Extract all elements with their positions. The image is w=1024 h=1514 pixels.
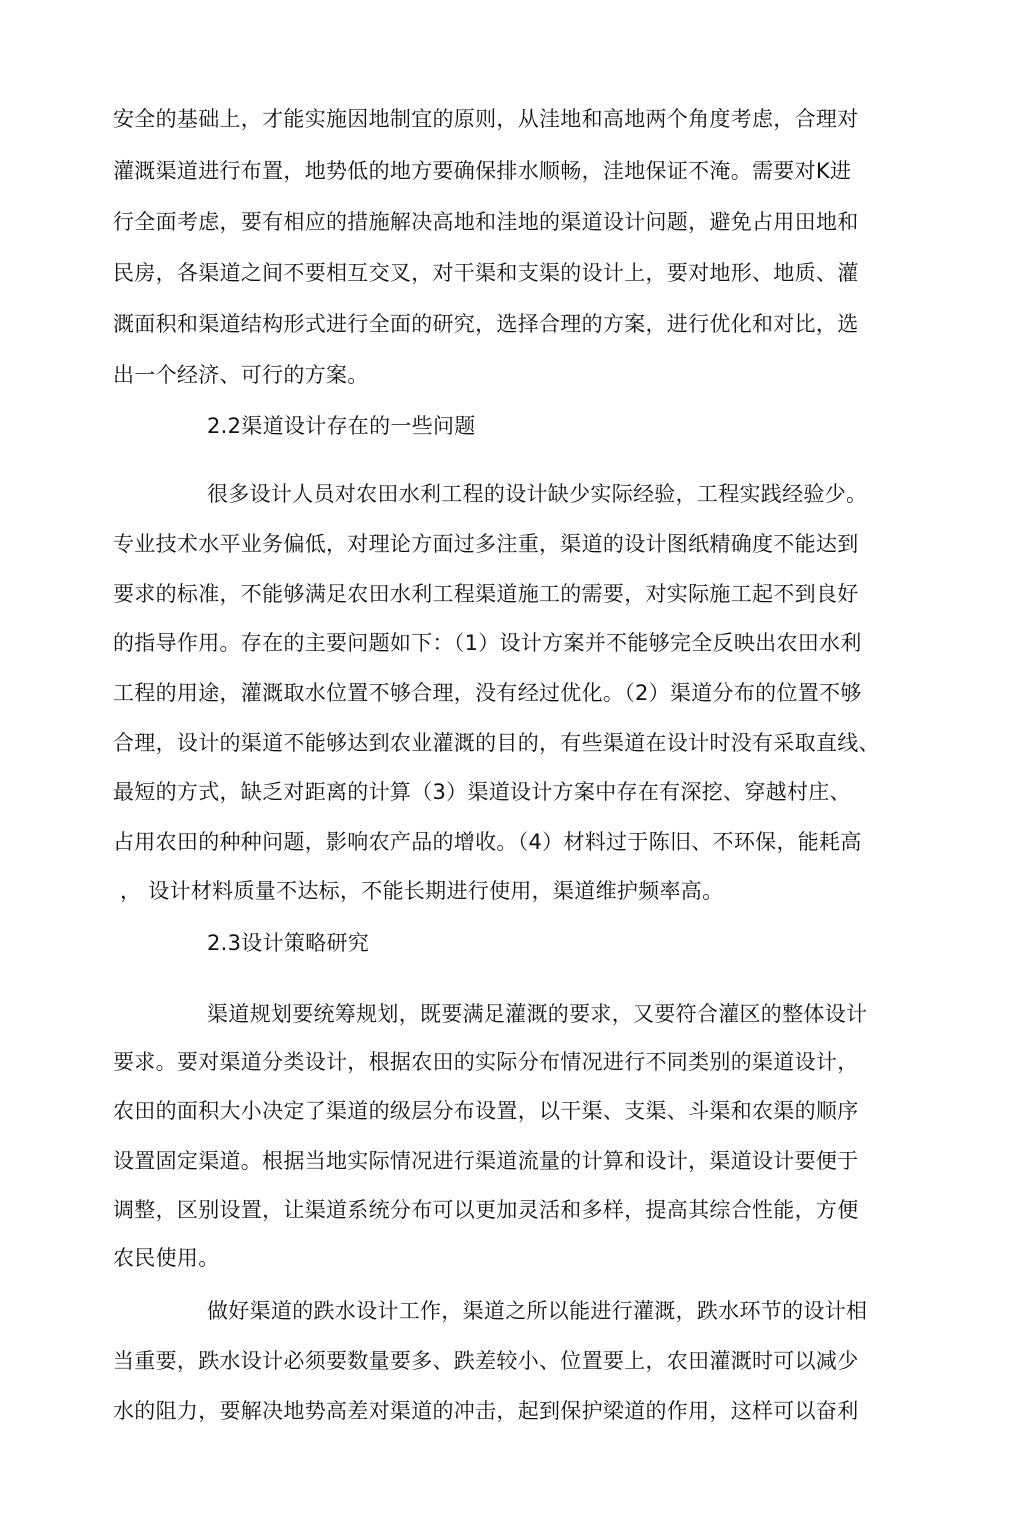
text-line: 设置固定渠道。根据当地实际情况进行渠道流量的计算和设计，渠道设计要便于: [113, 1149, 859, 1173]
text-line: 调整，区别设置，让渠道系统分布可以更加灵活和多样，提高其综合性能，方便: [113, 1198, 859, 1222]
text-line: 最短的方式，缺乏对距离的计算（3）渠道设计方案中存在有深挖、穿越村庄、: [113, 780, 851, 804]
text-line: 工程的用途，灌溉取水位置不够合理，没有经过优化。（2）渠道分布的位置不够: [113, 681, 862, 705]
text-line: 做好渠道的跌水设计工作，渠道之所以能进行灌溉，跌水环节的设计相: [207, 1299, 868, 1323]
text-line: 当重要，跌水设计必须要数量要多、跌差较小、位置要上，农田灌溉时可以减少: [113, 1349, 859, 1373]
text-line: 渠道规划要统筹规划，既要满足灌溉的要求，又要符合灌区的整体设计: [207, 1002, 868, 1026]
text-line: 农民使用。: [113, 1246, 220, 1270]
section-heading: 2.2渠道设计存在的一些问题: [207, 414, 476, 438]
text-line: 灌溉渠道进行布置，地势低的地方要确保排水顺畅，洼地保证不淹。需要对K进: [113, 159, 852, 183]
text-line: 行全面考虑，要有相应的措施解决高地和洼地的渠道设计问题，避免占用田地和: [113, 210, 859, 234]
text-line: 溉面积和渠道结构形式进行全面的研究，选择合理的方案，进行优化和对比，选: [113, 312, 859, 336]
section-heading: 2.3设计策略研究: [207, 931, 370, 955]
text-line: 合理，设计的渠道不能够达到农业灌溉的目的，有些渠道在设计时没有采取直线、: [113, 731, 880, 755]
text-line: 水的阻力，要解决地势高差对渠道的冲击，起到保护梁道的作用，这样可以奋利: [113, 1399, 859, 1423]
text-line: 农田的面积大小决定了渠道的级层分布设置，以干渠、支渠、斗渠和农渠的顺序: [113, 1099, 859, 1123]
text-line: 很多设计人员对农田水利工程的设计缺少实际经验，工程实践经验少。: [207, 482, 868, 506]
text-line: 专业技术水平业务偏低，对理论方面过多注重，渠道的设计图纸精确度不能达到: [113, 532, 859, 556]
text-line: ， 设计材料质量不达标，不能长期进行使用，渠道维护频率高。: [120, 879, 724, 903]
text-line: 要求。要对渠道分类设计，根据农田的实际分布情况进行不同类别的渠道设计，: [113, 1050, 859, 1074]
text-line: 占用农田的种种问题，影响农产品的增收。（4）材料过于陈旧、不环保，能耗高: [113, 830, 862, 854]
text-line: 的指导作用。存在的主要问题如下：（1）设计方案并不能够完全反映出农田水利: [113, 631, 862, 655]
text-line: 民房，各渠道之间不要相互交叉，对干渠和支渠的设计上，要对地形、地质、灌: [113, 261, 859, 285]
text-line: 要求的标准，不能够满足农田水利工程渠道施工的需要，对实际施工起不到良好: [113, 582, 859, 606]
text-line: 安全的基础上，才能实施因地制宜的原则，从洼地和高地两个角度考虑，合理对: [113, 107, 859, 131]
text-line: 出一个经济、可行的方案。: [113, 363, 369, 387]
